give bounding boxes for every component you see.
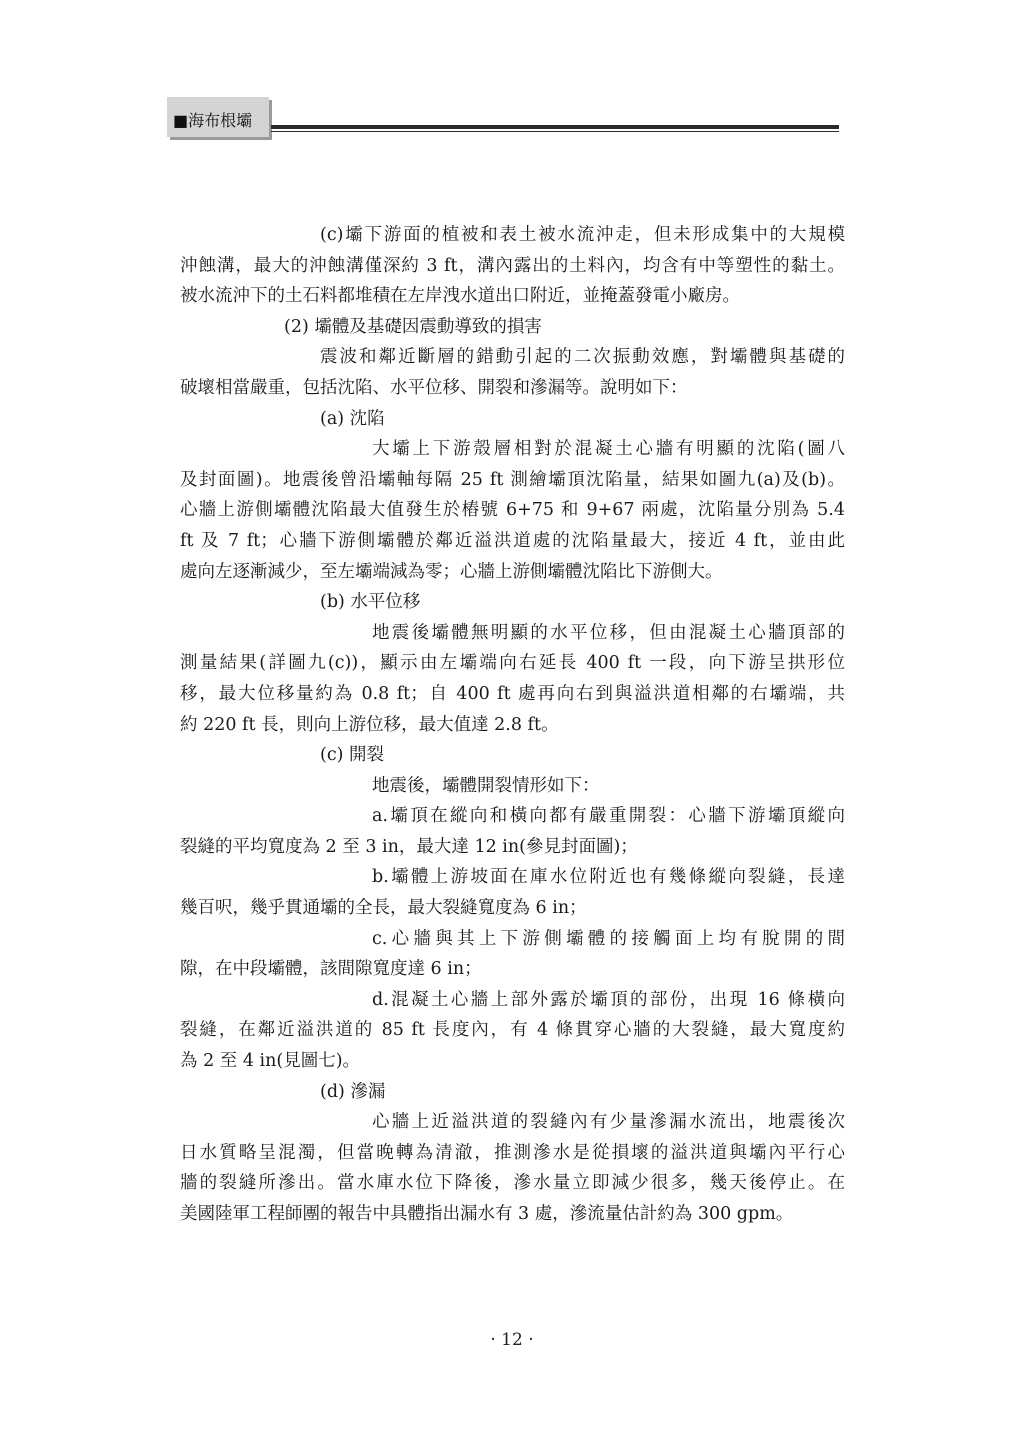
text-line: (b) 水平位移: [320, 592, 421, 613]
text-line: 日水質略呈混濁，但當晚轉為清澈，推測滲水是從損壞的溢洪道與壩內平行心: [180, 1142, 845, 1163]
text-line: 地震後，壩體開裂情形如下：: [372, 775, 600, 796]
text-line: b.壩體上游坡面在庫水位附近也有幾條縱向裂縫，長達: [372, 867, 845, 888]
text-line: 沖蝕溝，最大的沖蝕溝僅深約 3 ft，溝內露出的土料內，均含有中等塑性的黏土。: [180, 255, 845, 276]
text-line: 破壞相當嚴重，包括沈陷、水平位移、開裂和滲漏等。說明如下：: [180, 377, 688, 398]
text-line: 心牆上近溢洪道的裂縫內有少量滲漏水流出，地震後次: [372, 1112, 845, 1133]
text-line: 移，最大位移量約為 0.8 ft；自 400 ft 處再向右到與溢洪道相鄰的右壩端，共: [180, 683, 845, 704]
text-line: 幾百呎，幾乎貫通壩的全長，最大裂縫寬度為 6 in；: [180, 898, 587, 919]
text-line: a.壩頂在縱向和橫向都有嚴重開裂：心牆下游壩頂縱向: [372, 806, 845, 827]
header-rule-thin: [271, 131, 839, 132]
text-line: (c) 開裂: [320, 745, 385, 766]
header-title: ■海布根壩: [173, 111, 253, 130]
text-line: 被水流沖下的土石料都堆積在左岸洩水道出口附近，並掩蓋發電小廠房。: [180, 286, 740, 307]
text-line: 隙，在中段壩體，該間隙寬度達 6 in；: [180, 959, 482, 980]
text-line: 大壩上下游殼層相對於混凝土心牆有明顯的沈陷(圖八: [372, 439, 845, 460]
text-line: 約 220 ft 長，則向上游位移，最大值達 2.8 ft。: [180, 714, 559, 735]
header-tab: [167, 97, 269, 137]
text-line: 心牆上游側壩體沈陷最大值發生於樁號 6+75 和 9+67 兩處，沈陷量分別為 5.4: [180, 500, 845, 521]
text-line: (a) 沈陷: [320, 408, 385, 429]
text-line: 美國陸軍工程師團的報告中具體指出漏水有 3 處，滲流量估計約為 300 gpm。: [180, 1204, 794, 1224]
text-line: 震波和鄰近斷層的錯動引起的二次振動效應，對壩體與基礎的: [320, 347, 845, 368]
text-line: 處向左逐漸減少，至左壩端減為零；心牆上游側壩體沈陷比下游側大。: [180, 561, 723, 582]
running-header: [167, 97, 839, 142]
text-line: 為 2 至 4 in(見圖七)。: [180, 1051, 361, 1072]
text-line: (c)壩下游面的植被和表土被水流沖走，但未形成集中的大規模: [320, 225, 845, 245]
text-line: ft 及 7 ft；心牆下游側壩體於鄰近溢洪道處的沈陷量最大，接近 4 ft，並由此: [180, 530, 845, 551]
page-number: · 12 ·: [490, 1330, 534, 1350]
text-line: c.心牆與其上下游側壩體的接觸面上均有脫開的間: [372, 928, 845, 949]
text-line: d.混凝土心牆上部外露於壩頂的部份，出現 16 條橫向: [372, 989, 845, 1010]
body-text: [180, 220, 845, 1230]
header-rule-thick: [271, 125, 839, 129]
text-line: 牆的裂縫所滲出。當水庫水位下降後，滲水量立即減少很多，幾天後停止。在: [180, 1173, 845, 1194]
text-line: (2) 壩體及基礎因震動導致的損害: [284, 316, 542, 337]
text-line: 及封面圖)。地震後曾沿壩軸每隔 25 ft 測繪壩頂沈陷量，結果如圖九(a)及(b)。: [180, 469, 845, 490]
text-line: 裂縫，在鄰近溢洪道的 85 ft 長度內，有 4 條貫穿心牆的大裂縫，最大寬度約: [180, 1020, 845, 1041]
text-line: 地震後壩體無明顯的水平位移，但由混凝土心牆頂部的: [372, 622, 845, 643]
text-line: (d) 滲漏: [320, 1081, 386, 1102]
text-line: 裂縫的平均寬度為 2 至 3 in，最大達 12 in(參見封面圖)；: [180, 836, 638, 857]
text-line: 測量結果(詳圖九(c))，顯示由左壩端向右延長 400 ft 一段，向下游呈拱形位: [180, 653, 845, 674]
